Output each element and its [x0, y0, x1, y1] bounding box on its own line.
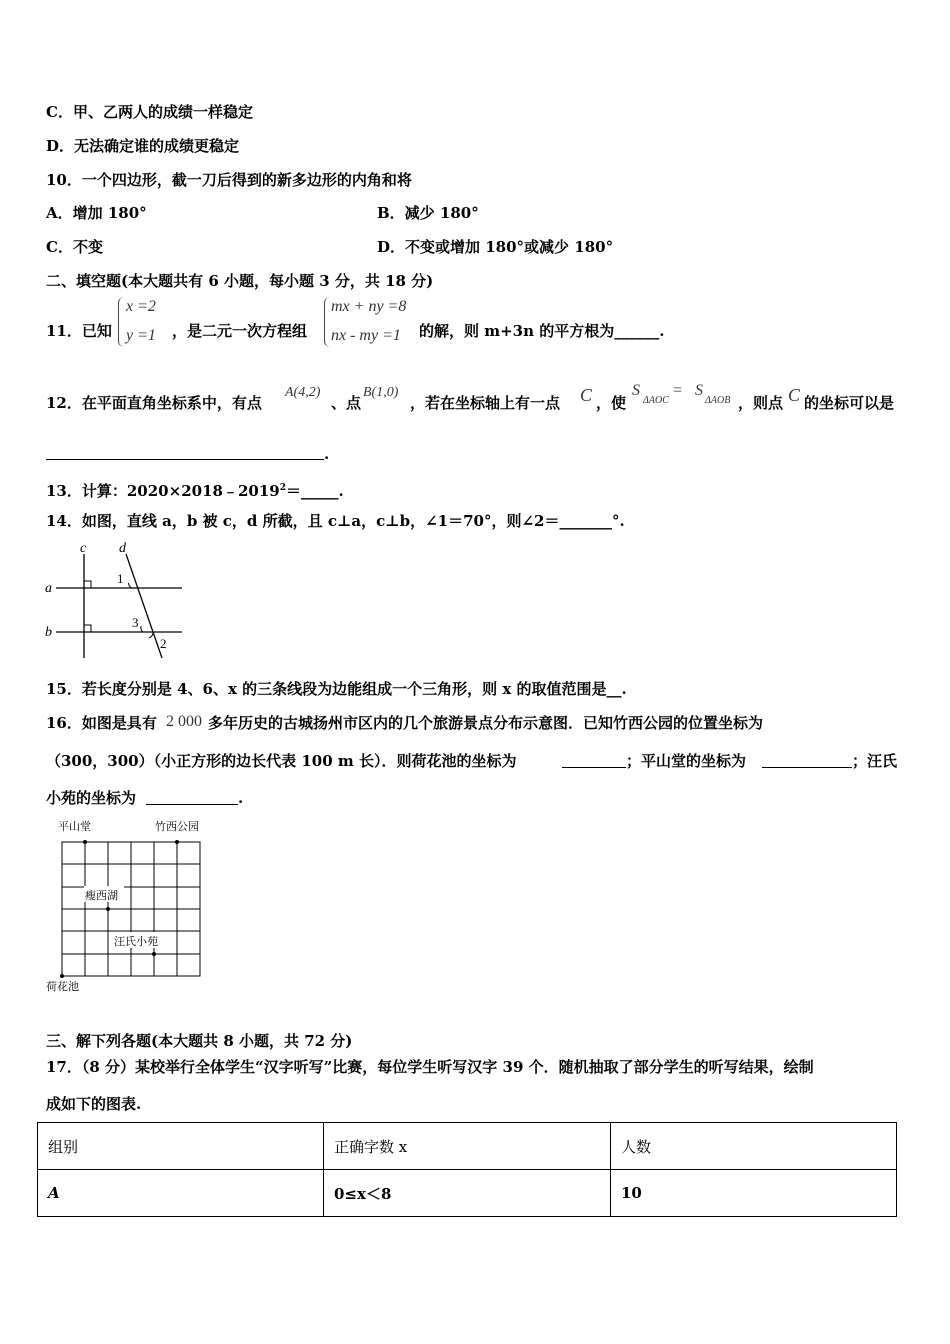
q12-area-sub2: ΔAOB: [705, 395, 731, 406]
label-shouxihu: 瘦西湖: [85, 890, 118, 902]
map-grid: [62, 842, 200, 976]
section2-title: 二、填空题(本大题共有 6 小题，每小题 3 分，共 18 分): [46, 272, 434, 290]
label-zhuxi: 竹西公园: [155, 821, 199, 833]
label-angle-2: 2: [160, 636, 167, 651]
q12-area-sub1: ΔAOC: [643, 395, 669, 406]
angle-2-arc: [149, 632, 153, 638]
point-pingshantang: [83, 840, 87, 844]
angle-1-arc: [129, 583, 133, 588]
q13-exponent: 2: [279, 483, 286, 493]
q12-part3: ，若在坐标轴上有一点: [410, 394, 561, 412]
line-d: [126, 554, 162, 658]
q12-part2: 、点: [331, 394, 362, 412]
q9-option-c: C．甲、乙两人的成绩一样稳定: [46, 103, 253, 121]
q16-number: 2 000: [166, 713, 202, 730]
q16-map: [40, 814, 220, 1004]
q17-line2: 成如下的图表.: [46, 1095, 142, 1113]
q16-line2c: ；汪氏: [852, 752, 898, 770]
label-a: a: [45, 581, 52, 596]
q16-line2a: （300，300）（小正方形的边长代表 100 m 长）．则荷花池的坐标为: [46, 752, 517, 770]
q9-option-d: D．无法确定谁的成绩更稳定: [46, 137, 240, 155]
q16-blank-pingshantang[interactable]: [762, 752, 852, 768]
table-header-row: [38, 1123, 897, 1170]
point-wangshi: [152, 952, 156, 956]
q12-area-s1: S: [632, 382, 640, 399]
point-hehuachi: [60, 974, 64, 978]
q10-option-b: B．减少 180°: [377, 204, 479, 222]
q13-text: [46, 478, 344, 501]
table-cell: 0≤x＜8: [324, 1170, 611, 1217]
q16-line2b: ；平山堂的坐标为: [626, 752, 747, 770]
table-cell: A: [38, 1170, 324, 1217]
q16-line1b: 多年历史的古城扬州市区内的几个旅游景点分布示意图．已知竹西公园的位置坐标为: [208, 714, 764, 732]
q12-point-c: C: [580, 385, 593, 405]
q10-stem: 10．一个四边形，截一刀后得到的新多边形的内角和将: [46, 171, 412, 189]
q16-blank-wangshi[interactable]: [146, 789, 238, 805]
q12-answer-blank[interactable]: [46, 444, 324, 460]
q11-eq1b: y =1: [126, 327, 156, 344]
section3-title: 三、解下列各题(本大题共 8 小题，共 72 分): [46, 1032, 353, 1050]
angle-3-arc: [141, 626, 143, 632]
q16-blank-hehuachi[interactable]: [562, 752, 626, 768]
q11-mid: ，是二元一次方程组: [172, 322, 308, 340]
point-zhuxi: [175, 840, 179, 844]
q12-point-a: A(4,2): [285, 385, 321, 400]
label-wangshi: 汪氏小苑: [114, 936, 158, 948]
q12-part6: 的坐标可以是: [804, 394, 895, 412]
q11-label: 11．已知: [46, 322, 112, 340]
label-d: d: [119, 541, 126, 556]
q11-brace-1: [118, 297, 125, 347]
q11-tail: 的解，则 m+3n 的平方根为______.: [419, 322, 665, 340]
q10-option-c: C．不变: [46, 238, 103, 256]
label-pingshantang: 平山堂: [58, 821, 91, 833]
q17-line1: 17．（8 分）某校举行全体学生“汉字听写”比赛，每位学生听写汉字 39 个．随机抽取了部分学生的听写结果，绘制: [46, 1058, 814, 1076]
q10-option-d: D．不变或增加 180°或减少 180°: [377, 238, 614, 256]
q12-part1: 12．在平面直角坐标系中，有点: [46, 394, 262, 412]
q12-area-s2: S: [695, 382, 703, 399]
q13-expression: 13．计算：2020×2018﹣2019: [46, 482, 280, 500]
q14-text: 14．如图，直线 a，b 被 c，d 所截，且 c⊥a，c⊥b，∠1＝70°，则∠2＝_______°.: [46, 512, 625, 530]
table-header-cell: 正确字数 x: [324, 1123, 611, 1170]
q16-line1a: 16．如图是具有: [46, 714, 157, 732]
label-hehuachi: 荷花池: [46, 981, 79, 993]
q14-figure: [40, 536, 190, 660]
label-c: c: [80, 541, 87, 556]
right-angle-b: [84, 625, 91, 632]
q12-part5: ，则点: [738, 394, 784, 412]
q12-equals: =: [672, 382, 683, 399]
q11-eq2a: mx + ny =8: [331, 298, 407, 315]
label-angle-1: 1: [117, 571, 124, 586]
q10-option-a: A．增加 180°: [46, 204, 147, 222]
q12-part4: ，使: [596, 394, 627, 412]
table-cell: 10: [611, 1170, 897, 1217]
table-header-cell: 组别: [38, 1123, 324, 1170]
label-angle-3: 3: [132, 615, 139, 630]
q12-point-c2: C: [788, 385, 801, 405]
table-row: [38, 1170, 897, 1217]
q17-table: [37, 1122, 897, 1217]
q13-tail: ＝_____.: [285, 482, 344, 500]
q16-line3a: 小苑的坐标为: [46, 789, 137, 807]
q16-line3b: .: [238, 789, 244, 807]
q11-brace-2: [324, 297, 331, 347]
table-header-cell: 人数: [611, 1123, 897, 1170]
q15-text: 15．若长度分别是 4、6、x 的三条线段为边能组成一个三角形，则 x 的取值范围是__.: [46, 680, 627, 698]
point-shouxihu: [106, 907, 110, 911]
q12-point-b: B(1,0): [363, 385, 399, 400]
q12-end: .: [324, 445, 330, 463]
label-b: b: [45, 625, 52, 640]
right-angle-a: [84, 581, 91, 588]
q11-eq1a: x =2: [126, 298, 156, 315]
q11-eq2b: nx - my =1: [331, 327, 401, 344]
